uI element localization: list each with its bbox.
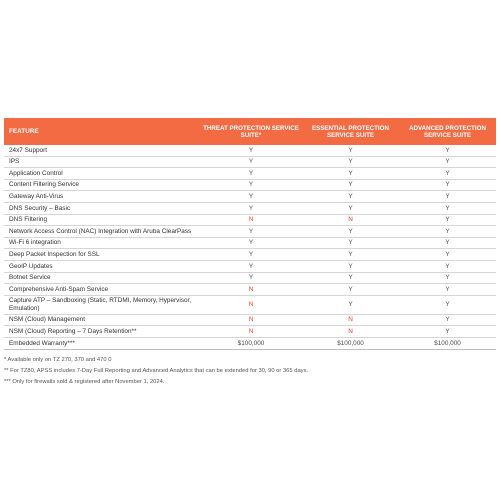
advanced-value-cell: Y [399, 179, 496, 191]
advanced-value-cell: Y [399, 156, 496, 168]
feature-name-cell: Content Filtering Service [4, 179, 200, 191]
table-row [4, 284, 496, 296]
table-row [4, 337, 496, 349]
advanced-value-cell: Y [399, 214, 496, 226]
header-threat-protection: THREAT PROTECTION SERVICE SUITE* [200, 118, 302, 145]
essential-value-cell: Y [302, 295, 399, 314]
footnote: ** For TZ80, APSS includes 7-Day Full Reporting and Advanced Analytics that can be extended for 30, 90 or 365 days. [4, 368, 309, 374]
essential-value-cell: N [302, 314, 399, 326]
feature-name-cell: 24x7 Support [4, 145, 200, 156]
essential-value-cell: Y [302, 179, 399, 191]
essential-value-cell: Y [302, 202, 399, 214]
feature-name-cell: Embedded Warranty*** [4, 337, 200, 349]
feature-name-cell: NSM (Cloud) Reporting – 7 Days Retention** [4, 326, 200, 338]
threat-value-cell: Y [200, 179, 302, 191]
feature-name-cell: DNS Security – Basic [4, 202, 200, 214]
threat-value-cell: Y [200, 237, 302, 249]
table-row [4, 168, 496, 180]
advanced-value-cell: Y [399, 226, 496, 238]
table-row [4, 249, 496, 261]
threat-value-cell: N [200, 295, 302, 314]
threat-value-cell: Y [200, 168, 302, 180]
essential-value-cell: Y [302, 168, 399, 180]
feature-name-cell: Wi-Fi 6 integration [4, 237, 200, 249]
header-essential-protection: ESSENTIAL PROTECTION SERVICE SUITE [302, 118, 399, 145]
threat-value-cell: N [200, 326, 302, 338]
feature-name-cell: IPS [4, 156, 200, 168]
essential-value-cell: Y [302, 260, 399, 272]
essential-value-cell: Y [302, 156, 399, 168]
feature-name-cell: Capture ATP – Sandboxing (Static, RTDMI, Memory, Hypervisor, Emulation) [4, 295, 200, 314]
table-row [4, 191, 496, 203]
table-row [4, 202, 496, 214]
feature-name-cell: Network Access Control (NAC) Integration with Aruba ClearPass [4, 226, 200, 238]
feature-name-cell: DNS Filtering [4, 214, 200, 226]
table-row [4, 272, 496, 284]
threat-value-cell: Y [200, 156, 302, 168]
essential-value-cell: Y [302, 226, 399, 238]
threat-value-cell: Y [200, 260, 302, 272]
footnote: * Available only on TZ 270, 370 and 470 0 [4, 357, 112, 363]
footnote: *** Only for firewalls sold & registered after November 1, 2024. [4, 379, 165, 385]
header-feature: FEATURE [4, 118, 200, 145]
advanced-value-cell: Y [399, 295, 496, 314]
table-row [4, 295, 496, 314]
threat-value-cell: $100,000 [200, 337, 302, 349]
threat-value-cell: N [200, 314, 302, 326]
table-row [4, 237, 496, 249]
feature-name-cell: NSM (Cloud) Management [4, 314, 200, 326]
essential-value-cell: Y [302, 249, 399, 261]
advanced-value-cell: Y [399, 326, 496, 338]
threat-value-cell: Y [200, 272, 302, 284]
threat-value-cell: N [200, 284, 302, 296]
table-row [4, 156, 496, 168]
table-row [4, 226, 496, 238]
advanced-value-cell: Y [399, 202, 496, 214]
header-advanced-protection: ADVANCED PROTECTION SERVICE SUITE [399, 118, 496, 145]
essential-value-cell: N [302, 214, 399, 226]
advanced-value-cell: Y [399, 145, 496, 156]
advanced-value-cell: Y [399, 260, 496, 272]
advanced-value-cell: Y [399, 249, 496, 261]
feature-name-cell: Botnet Service [4, 272, 200, 284]
advanced-value-cell: Y [399, 237, 496, 249]
feature-name-cell: Gateway Anti-Virus [4, 191, 200, 203]
table-header-row [4, 118, 496, 145]
threat-value-cell: Y [200, 249, 302, 261]
threat-value-cell: N [200, 214, 302, 226]
table-row [4, 214, 496, 226]
essential-value-cell: Y [302, 284, 399, 296]
advanced-value-cell: Y [399, 191, 496, 203]
essential-value-cell: N [302, 326, 399, 338]
feature-name-cell: Deep Packet Inspection for SSL [4, 249, 200, 261]
essential-value-cell: Y [302, 272, 399, 284]
table-row [4, 326, 496, 338]
feature-comparison-table [4, 118, 496, 350]
essential-value-cell: Y [302, 191, 399, 203]
essential-value-cell: Y [302, 237, 399, 249]
essential-value-cell: $100,000 [302, 337, 399, 349]
comparison-table-container [4, 118, 496, 350]
advanced-value-cell: $100,000 [399, 337, 496, 349]
threat-value-cell: Y [200, 145, 302, 156]
threat-value-cell: Y [200, 202, 302, 214]
advanced-value-cell: Y [399, 314, 496, 326]
essential-value-cell: Y [302, 145, 399, 156]
advanced-value-cell: Y [399, 284, 496, 296]
threat-value-cell: Y [200, 191, 302, 203]
feature-name-cell: GeoIP Updates [4, 260, 200, 272]
table-row [4, 314, 496, 326]
table-row [4, 260, 496, 272]
advanced-value-cell: Y [399, 168, 496, 180]
feature-name-cell: Comprehensive Anti-Spam Service [4, 284, 200, 296]
footnotes [4, 355, 484, 388]
table-row [4, 145, 496, 156]
advanced-value-cell: Y [399, 272, 496, 284]
table-row [4, 179, 496, 191]
feature-name-cell: Application Control [4, 168, 200, 180]
threat-value-cell: Y [200, 226, 302, 238]
